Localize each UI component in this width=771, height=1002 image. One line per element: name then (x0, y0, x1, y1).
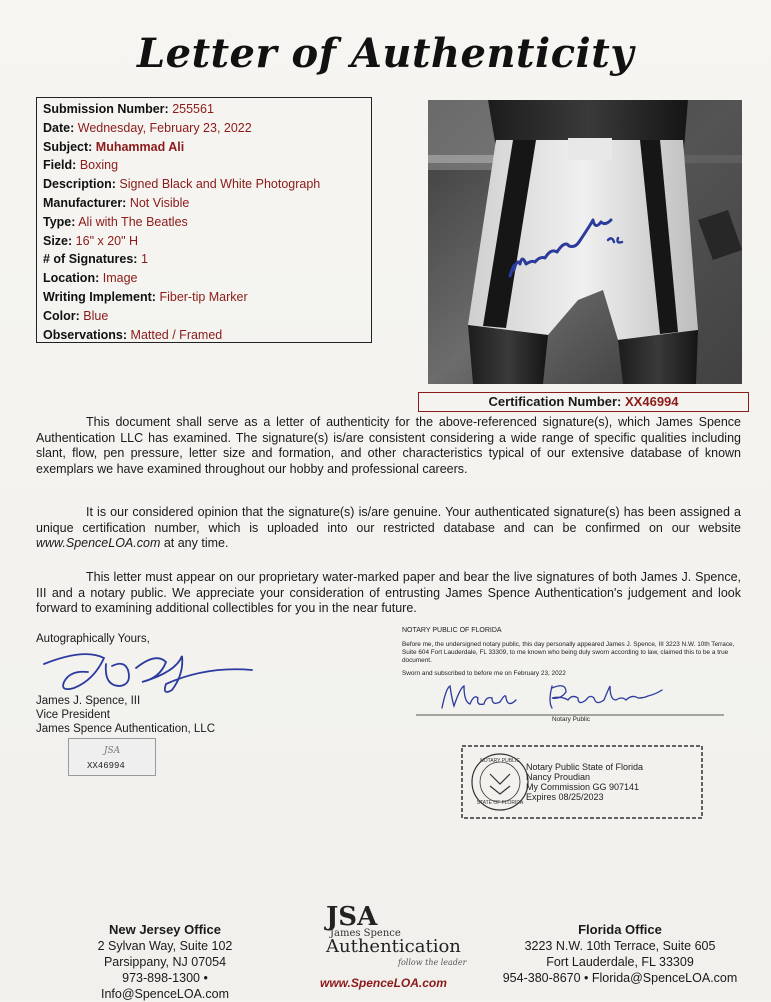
website-link[interactable]: www.SpenceLOA.com (36, 536, 161, 551)
photograph-image (428, 100, 742, 384)
notary-block (402, 627, 738, 724)
signer-name: James J. Spence, III (36, 695, 141, 707)
seal-text: Notary Public State of Florida Nancy Proudian My Commission GG 907141 Expires 08/25/2023 (526, 762, 644, 802)
jsa-logo (300, 902, 475, 994)
closing-text: Autographically Yours, (36, 633, 150, 645)
notary-sworn: Sworn and subscribed to before me on February 23, 2022 (402, 670, 566, 677)
signer-block (36, 632, 336, 736)
info-row: Field: Boxing (43, 158, 119, 173)
signer-company: James Spence Authentication, LLC (36, 723, 216, 735)
certification-number: Certification Number: XX46994 (418, 392, 749, 412)
jsa-authentication: Authentication (326, 936, 461, 957)
info-row: Type: Ali with The Beatles (43, 214, 188, 229)
spence-signature (36, 646, 256, 694)
signed-photograph (428, 100, 742, 384)
notary-text: Before me, the undersigned notary public, this day personally appeared James J. Spence, III 3223 N.W. 10th Terrace, Suite 604 Fort Lauderdale, FL 33309, to me known who being duly sworn according to law, claimed this to be a true document. (402, 641, 735, 664)
body-paragraph: This document shall serve as a letter of authenticity for the above-referenced signature(s), which James Spence Authentication LLC has examined. The signature(s) is/are consistent considering a wide range of specific qualities including slant, flow, pen pressure, letter size and formation, and other characteristics typical of our extensive database of known exemplars we have examined throughout our hobby and professional careers. (36, 415, 741, 476)
jsa-sticker (68, 738, 156, 776)
body-paragraph: This letter must appear on our proprietary water-marked paper and bear the live signatures of both James J. Spence, III and a notary public. We appreciate your consideration of entrusting James Spence Authentication's judgement and look forward to examining additional collectibles for you in the near future. (36, 570, 741, 616)
info-row: # of Signatures: 1 (43, 252, 148, 267)
info-row: Size: 16" x 20" H (43, 233, 139, 248)
info-row: Subject: Muhammad Ali (43, 139, 185, 154)
info-row: Description: Signed Black and White Photograph (43, 177, 321, 192)
info-row: Date: Wednesday, February 23, 2022 (43, 120, 252, 135)
info-row: Manufacturer: Not Visible (43, 195, 190, 210)
footer-fl-office: Florida Office 3223 N.W. 10th Terrace, Suite 605 Fort Lauderdale, FL 33309 954-380-8670 • Florida@SpenceLOA.com (502, 922, 738, 985)
jsa-tagline: follow the leader (398, 958, 467, 967)
jsa-james-spence: James Spence (330, 928, 401, 939)
jsa-website[interactable]: www.SpenceLOA.com (320, 976, 447, 990)
info-row: Writing Implement: Fiber-tip Marker (43, 289, 248, 304)
seal-ring-top: NOTARY PUBLIC (480, 758, 520, 764)
footer-nj-office: New Jersey Office 2 Sylvan Way, Suite 102 Parsippany, NJ 07054 973-898-1300 • Info@SpenceLOA.com (97, 922, 233, 1001)
jsa-sticker-logo (69, 739, 155, 759)
body-paragraph: It is our considered opinion that the signature(s) is/are genuine. Your authenticated signature(s) has been assigned a unique certification number, which is uploaded into our restricted database and can be confirmed on our website www.SpenceLOA.com at any time. (36, 505, 741, 551)
svg-text:JSA: JSA (103, 746, 121, 756)
page-title: Letter of Authenticity (137, 30, 634, 77)
signer-role: Vice President (36, 709, 110, 721)
notary-signature (402, 678, 738, 718)
submission-info-box (36, 97, 372, 343)
info-row: Location: Image (43, 271, 138, 286)
seal-ring-bottom: STATE OF FLORIDA (476, 800, 524, 806)
jsa-letters: JSA (326, 902, 378, 932)
info-row: Submission Number: 255561 (43, 102, 214, 116)
notary-role: Notary Public (552, 716, 591, 723)
notary-seal (460, 744, 704, 820)
sticker-number: XX46994 (87, 761, 125, 771)
notary-heading: NOTARY PUBLIC OF FLORIDA (402, 627, 502, 634)
info-row: Observations: Matted / Framed (43, 327, 223, 342)
info-row: Color: Blue (43, 308, 109, 323)
